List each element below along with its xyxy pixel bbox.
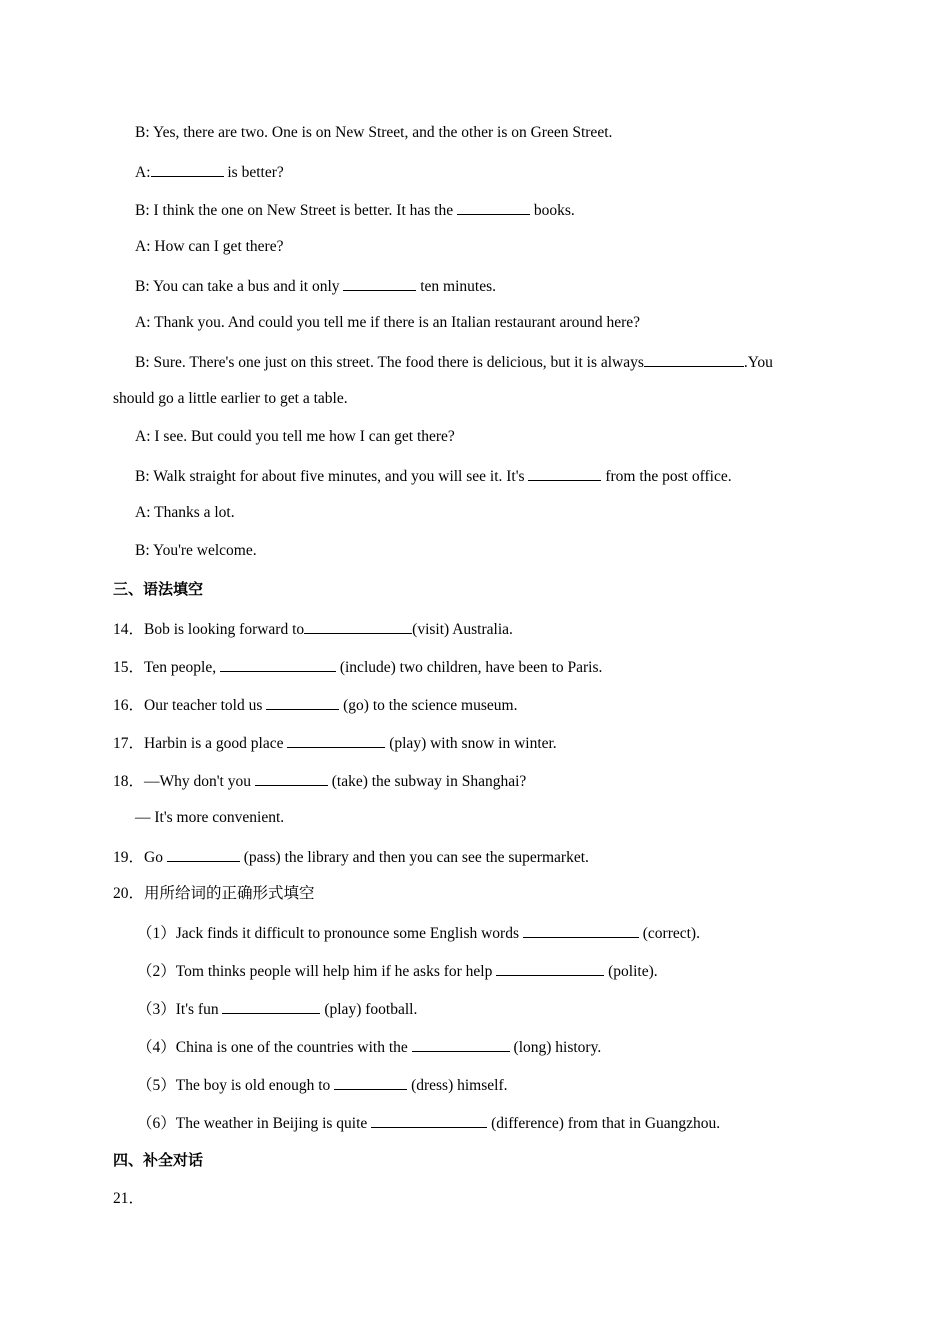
answer-blank[interactable] <box>343 275 416 291</box>
question-text: （6）The weather in Beijing is quite <box>137 1115 372 1132</box>
question-text: (correct). <box>638 925 700 942</box>
question-20-item-5 <box>137 1074 507 1094</box>
dialogue-line-3 <box>135 199 575 219</box>
dialogue-text: A: <box>135 164 151 181</box>
question-text: （4）China is one of the countries with the <box>137 1039 412 1056</box>
question-text: (take) the subway in Shanghai? <box>327 773 527 790</box>
question-text: （2）Tom thinks people will help him if he asks for help <box>137 963 497 980</box>
question-text: 15．Ten people, <box>113 659 220 676</box>
dialogue-line-4 <box>135 237 283 257</box>
question-text: （1）Jack finds it difficult to pronounce some English words <box>137 925 523 942</box>
question-16 <box>113 694 517 714</box>
dialogue-text: should go a little earlier to get a table. <box>113 390 348 407</box>
answer-blank[interactable] <box>151 161 224 177</box>
dialogue-line-2 <box>135 161 284 181</box>
question-18-reply <box>135 808 284 828</box>
question-text: 14．Bob is looking forward to <box>113 621 305 638</box>
dialogue-text: B: Walk straight for about five minutes, and you will see it. It's <box>135 468 529 485</box>
dialogue-line-5 <box>135 275 496 295</box>
question-20-item-2 <box>137 960 658 980</box>
question-text: — It's more convenient. <box>135 809 285 826</box>
dialogue-text: A: Thanks a lot. <box>135 504 235 521</box>
answer-blank[interactable] <box>255 770 328 786</box>
question-20-item-3 <box>137 998 417 1018</box>
question-text: (long) history. <box>509 1039 602 1056</box>
question-text: (go) to the science museum. <box>339 697 518 714</box>
dialogue-line-9 <box>135 427 455 447</box>
dialogue-line-12 <box>135 541 257 561</box>
question-20-item-4 <box>137 1036 601 1056</box>
dialogue-text: B: Sure. There's one just on this street. The food there is delicious, but it is always <box>135 354 644 371</box>
question-text: （5）The boy is old enough to <box>137 1077 335 1094</box>
question-text: (polite). <box>604 963 658 980</box>
dialogue-line-11 <box>135 503 235 523</box>
question-text: (pass) the library and then you can see the supermarket. <box>239 849 589 866</box>
question-text: （3）It's fun <box>137 1001 223 1018</box>
dialogue-text: B: I think the one on New Street is better. It has the <box>135 202 457 219</box>
dialogue-text: B: Yes, there are two. One is on New Street, and the other is on Green Street. <box>135 124 613 141</box>
question-text: (difference) from that in Guangzhou. <box>487 1115 721 1132</box>
question-20 <box>113 884 315 904</box>
question-text: 21． <box>113 1190 145 1207</box>
answer-blank[interactable] <box>496 960 604 976</box>
answer-blank[interactable] <box>222 998 320 1014</box>
answer-blank[interactable] <box>412 1036 510 1052</box>
answer-blank[interactable] <box>528 465 601 481</box>
dialogue-text: .You <box>743 354 773 371</box>
question-text: (play) with snow in winter. <box>385 735 557 752</box>
dialogue-line-7 <box>135 351 773 371</box>
question-text: (include) two children, have been to Paris. <box>335 659 603 676</box>
dialogue-line-10 <box>135 465 732 485</box>
answer-blank[interactable] <box>334 1074 407 1090</box>
dialogue-text: books. <box>530 202 575 219</box>
dialogue-line-8 <box>113 389 348 409</box>
question-15 <box>113 656 602 676</box>
dialogue-text: is better? <box>223 164 284 181</box>
question-text: (play) football. <box>320 1001 418 1018</box>
question-18 <box>113 770 526 790</box>
dialogue-text: A: I see. But could you tell me how I can get there? <box>135 428 455 445</box>
section-heading-grammar: 三、语法填空 <box>113 580 204 598</box>
question-text: 20．用所给词的正确形式填空 <box>113 885 315 902</box>
answer-blank[interactable] <box>523 922 639 938</box>
section-heading-dialogue: 四、补全对话 <box>113 1151 204 1169</box>
answer-blank[interactable] <box>266 694 339 710</box>
question-text: (visit) Australia. <box>412 621 513 638</box>
dialogue-line-1 <box>135 123 612 143</box>
answer-blank[interactable] <box>644 351 744 367</box>
question-21 <box>113 1189 144 1209</box>
question-text: 18．—Why don't you <box>113 773 255 790</box>
answer-blank[interactable] <box>371 1112 487 1128</box>
dialogue-text: A: How can I get there? <box>135 238 284 255</box>
dialogue-line-6 <box>135 313 640 333</box>
dialogue-text: from the post office. <box>601 468 732 485</box>
dialogue-text: B: You can take a bus and it only <box>135 278 344 295</box>
question-text: 17．Harbin is a good place <box>113 735 288 752</box>
dialogue-text: B: You're welcome. <box>135 542 257 559</box>
answer-blank[interactable] <box>220 656 336 672</box>
dialogue-text: ten minutes. <box>416 278 497 295</box>
question-text: 19．Go <box>113 849 167 866</box>
question-14 <box>113 618 513 638</box>
answer-blank[interactable] <box>304 618 412 634</box>
question-19 <box>113 846 589 866</box>
answer-blank[interactable] <box>457 199 530 215</box>
question-text: (dress) himself. <box>407 1077 508 1094</box>
question-text: 16．Our teacher told us <box>113 697 267 714</box>
question-20-item-1 <box>137 922 700 942</box>
answer-blank[interactable] <box>167 846 240 862</box>
question-17 <box>113 732 557 752</box>
answer-blank[interactable] <box>287 732 385 748</box>
dialogue-text: A: Thank you. And could you tell me if there is an Italian restaurant around here? <box>135 314 641 331</box>
question-20-item-6 <box>137 1112 720 1132</box>
